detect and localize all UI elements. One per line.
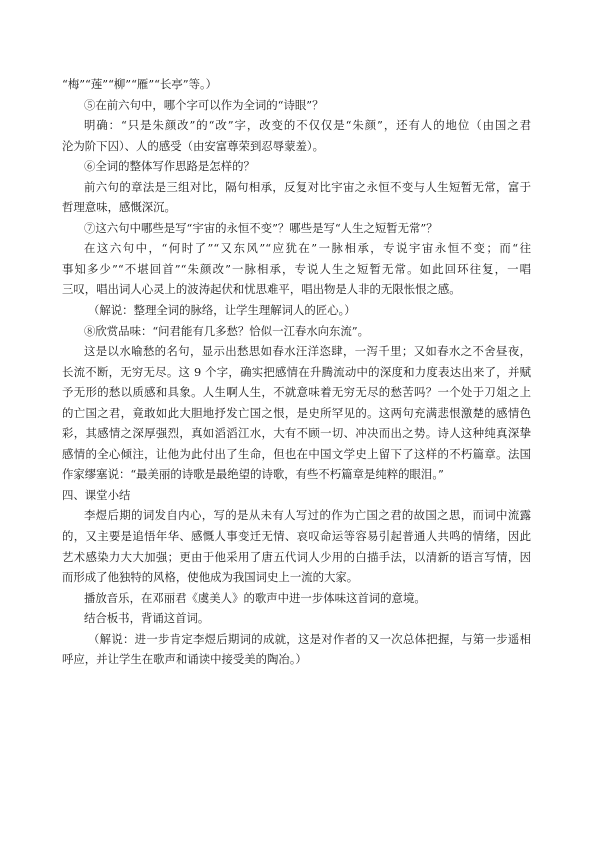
text-line: ⑤在前六句中，哪个字可以作为全词的“诗眼”？ <box>84 97 324 112</box>
text-line: 李煜后期的词发自内心，写的是从未有人写过的作为亡国之君的故国之思，而词中流露 <box>84 508 531 523</box>
text-line: 四、课堂小结 <box>62 487 131 502</box>
text-line: ⑥全词的整体写作思路是怎样的？ <box>84 159 255 174</box>
text-line: （解说：整理全词的脉络，让学生理解词人的匠心。） <box>88 303 356 318</box>
text-line: 而形成了他独特的风格，使他成为我国词史上一流的大家。 <box>62 570 359 585</box>
text-line: 事知多少”“不堪回首”“朱颜改”一脉相承，专说人生之短暂无常。如此回环往复，一唱 <box>62 261 531 276</box>
text-line: （解说：进一步肯定李煜后期词的成就，这是对作者的又一次总体把握，与第一步遥相 <box>88 631 531 646</box>
text-line: 呼应，并让学生在歌声和诵读中接受美的陶冶。） <box>62 652 307 667</box>
text-line: 长流不断，无穷无尽。这 9 个字，确实把感情在升腾流动中的深度和力度表达出来了，并赋 <box>62 364 531 379</box>
text-line: “梅”“莲”“柳”“雁”“长亭”等。） <box>62 77 218 91</box>
text-line: 前六句的章法是三组对比，隔句相承，反复对比宇宙之永恒不变与人生短暂无常，富于 <box>84 179 531 194</box>
text-line: 在这六句中，“何时了”“又东风”“应犹在”一脉相承，专说宇宙永恒不变；而“往 <box>84 241 531 256</box>
text-line: ⑧欣赏品味：“问君能有几多愁？恰似一江春水向东流”。 <box>84 323 370 338</box>
document-body <box>62 74 531 670</box>
text-line: 艺术感染力大大加强；更由于他采用了唐五代词人少用的白描手法，以清新的语言写情，因 <box>62 549 531 564</box>
text-line: 作家缪塞说：“最美丽的诗歌是最绝望的诗歌，有些不朽篇章是纯粹的眼泪。” <box>62 467 444 482</box>
text-line: 沦为阶下囚）、人的感受（由安富尊荣到忍辱蒙羞）。 <box>62 138 324 153</box>
text-line: 明确：“只是朱颜改”的“改”字，改变的不仅仅是“朱颜”，还有人的地位（由国之君 <box>84 118 531 133</box>
text-line: 三叹，唱出词人心灵上的波涛起伏和忧思难平，唱出物是人非的无限怅恨之感。 <box>62 282 461 297</box>
text-line: ⑦这六句中哪些是写“宇宙的永恒不变”？哪些是写“人生之短暂无常”？ <box>84 220 438 235</box>
text-line: 哲理意味，感慨深沉。 <box>62 200 176 215</box>
text-line: 的亡国之君，竟敢如此大胆地抒发亡国之恨，是史所罕见的。这两句充满悲恨激楚的感情色 <box>62 405 531 420</box>
text-line: 的，又主要是追悟年华、感慨人事变迁无情、哀叹命运等容易引起普通人共鸣的情绪，因此 <box>62 529 531 544</box>
text-line: 播放音乐，在邓丽君《虞美人》的歌声中进一步体味这首词的意境。 <box>84 590 426 605</box>
text-line: 予无形的愁以质感和具象。人生啊人生，不就意味着无穷无尽的愁苦吗？一个处于刀俎之上 <box>62 385 531 400</box>
text-line: 结合板书，背诵这首词。 <box>84 611 210 626</box>
text-line: 这是以水喻愁的名句，显示出愁思如春水汪洋恣肆，一泻千里；又如春水之不舍昼夜， <box>84 344 531 359</box>
text-line: 彩，其感情之深厚强烈，真如滔滔江水，大有不顾一切、冲决而出之势。诗人这种纯真深挚 <box>62 426 531 441</box>
text-line: 感情的全心倾注，让他为此付出了生命，但也在中国文学史上留下了这样的不朽篇章。法国 <box>62 446 531 461</box>
